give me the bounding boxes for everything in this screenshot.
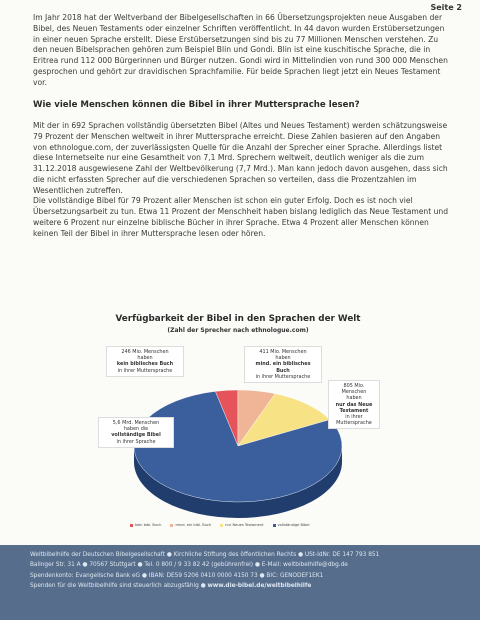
callout-kein-line2: in ihrer Muttersprache: [117, 367, 173, 374]
article-body: [33, 13, 451, 243]
callout-voll: [98, 417, 174, 448]
legend-swatch-nt: [220, 524, 223, 527]
footer-line-address: Balinger Str. 31 A ● 70567 Stuttgart ● Tel. 0 800 / 9 33 82 42 (gebührenfrei) ● E-Mail: weltbibelhilfe@dbg.de: [30, 562, 348, 569]
footer-website-link[interactable]: www.die-bibel.de/weltbibelhilfe: [207, 583, 312, 590]
callout-kein-bold: kein biblisches Buch: [116, 361, 174, 368]
section-heading: Wie viele Menschen können die Bibel in ihrer Muttersprache lesen?: [33, 100, 360, 111]
callout-voll-amount: 5,6 Mrd. Menschen: [112, 420, 160, 426]
chart-subtitle: (Zahl der Sprecher nach ethnologue.com): [167, 327, 309, 334]
callout-nt-line1: haben: [346, 395, 362, 402]
intro-paragraph: Im Jahr 2018 hat der Weltverband der Bibelgesellschaften in 66 Übersetzungsprojekten neue Ausgaben der Bibel, des Neuen Testaments oder einzelner Schriften veröffentlicht. In 44 davon wurden Erstübersetzungen in einer neuen Sprache erstellt. Diese Erstübersetzungen sind bis zu 77 Millionen Menschen verstehen. Zu den neuen Bibelsprachen gehören zum Beispiel Blin und Gondi. Blin ist eine kuschitische Sprache, die in Eritrea rund 112 000 Bürgerinnen und Bürger nutzen. Gondi wird in Mittelindien von rund 300 000 Menschen gesprochen und gehört zur dravidischen Sprachfamilie. Für beide Sprachen liegt jetzt ein Neues Testament vor.: [33, 13, 448, 87]
footer-line-foundation: Weltbibelhilfe der Deutschen Bibelgesellschaft ● Kirchliche Stiftung des öffentlichen Rechts ● USt-IdNr. DE 147 793 851: [30, 552, 380, 558]
callout-kein-line1: haben: [137, 355, 153, 362]
callout-nt-bold: nur das Neue Testament: [335, 401, 373, 414]
callout-mind-bold: mind. ein biblisches Buch: [255, 361, 311, 374]
legend-item-mind: [170, 523, 211, 527]
footer-donation-text: Spenden für die Weltbibelhilfe sind steuerlich abzugsfähig ●: [30, 583, 208, 590]
page-number-label: Seite 2: [430, 3, 462, 12]
footer-line-bank: Spendenkonto: Evangelische Bank eG ● IBAN: DE59 5206 0410 0000 4150 73 ● BIC: GENODEF1EK1: [30, 572, 324, 579]
callout-kein: [106, 346, 184, 377]
callout-mind: [244, 346, 322, 383]
callout-voll-bold: vollständige Bibel: [111, 432, 161, 439]
callout-mind-line2: in ihrer Muttersprache: [255, 373, 311, 380]
callout-mind-line1: haben: [275, 355, 291, 362]
legend-item-nt: [220, 523, 263, 527]
chart-title: Verfügbarkeit der Bibel in den Sprachen der Welt: [115, 314, 361, 324]
legend-label-voll: vollständige Bibel: [277, 523, 310, 527]
paragraph-remaining-work: Die vollständige Bibel für 79 Prozent aller Menschen ist schon ein guter Erfolg. Doch es ist noch viel Übersetzungsarbeit zu tun. Etwa 11 Prozent der Menschheit haben bislang lediglich das Neue Testament und weitere 6 Prozent nur einzelne biblische Bücher in ihrer Sprache. Etwa 4 Prozent aller Menschen können keinen Teil der Bibel in ihrer Muttersprache lesen oder hören.: [33, 196, 449, 238]
callout-nt-amount: 805 Mio. Menschen: [341, 383, 367, 396]
legend-label-mind: mind. ein bibl. Buch: [175, 523, 212, 527]
paragraph-coverage: Mit der in 692 Sprachen vollständig übersetzten Bibel (Altes und Neues Testament) werden schätzungsweise 79 Prozent der Menschen weltweit in ihrer Muttersprache erreicht. Diese Zahlen basieren auf den Angaben von ethnologue.com, der zuverlässigsten Quelle für die Anzahl der Sprecher einer Sprache. Allerdings listet diese Internetseite nur eine Gesamtheit von 7,1 Mrd. Sprechern weltweit, deutlich weniger als die zum 31.12.2018 ausgewiesene Zahl der Weltbevölkerung (7,7 Mrd.). Man kann jedoch davon ausgehen, dass sich die nicht erfassten Sprecher auf die verschiedenen Sprachen so verteilen, dass die Prozentzahlen im Wesentlichen zutreffen.: [33, 121, 448, 195]
callout-voll-line1: haben die: [123, 426, 149, 433]
callout-kein-amount: 246 Mio. Menschen: [121, 349, 169, 355]
legend-swatch-kein: [130, 524, 133, 527]
page-footer: [0, 545, 480, 620]
legend-label-kein: kein bibl. Buch: [135, 523, 162, 527]
legend-item-voll: [273, 523, 310, 527]
callout-voll-line2: in ihrer Sprache: [116, 438, 156, 445]
legend-label-nt: nur Neues Testament: [225, 523, 264, 527]
legend-swatch-mind: [170, 524, 173, 527]
callout-nt: [328, 380, 380, 429]
legend-swatch-voll: [273, 524, 276, 527]
chart-legend: [130, 523, 370, 527]
pie-chart: [88, 314, 388, 534]
legend-item-kein: [130, 523, 161, 527]
footer-line-donation: [30, 581, 480, 591]
callout-nt-line2: in ihrer Muttersprache: [336, 414, 372, 427]
callout-mind-amount: 411 Mio. Menschen: [259, 349, 307, 355]
